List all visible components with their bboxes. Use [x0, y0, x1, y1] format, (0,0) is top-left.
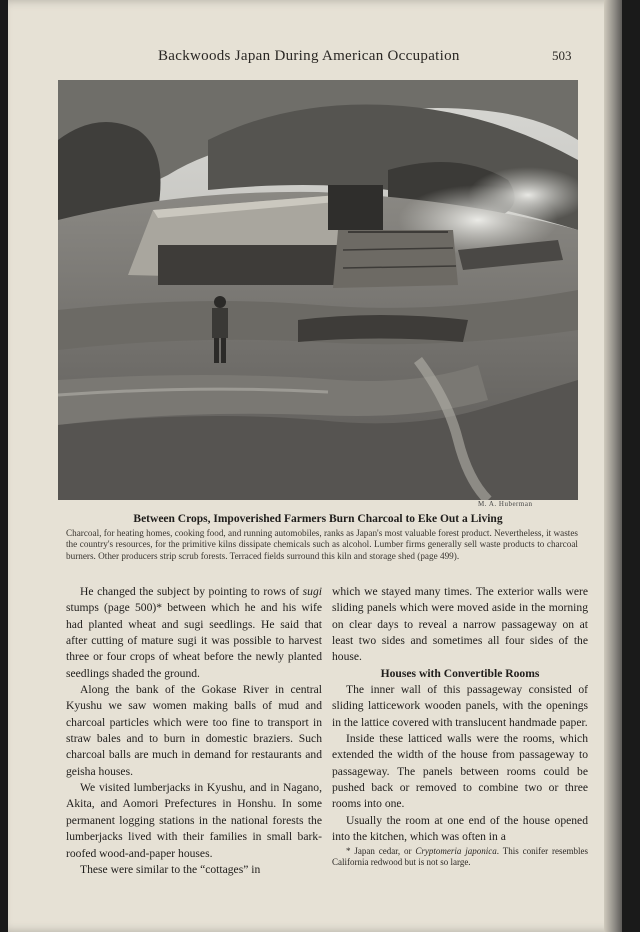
paragraph: He changed the subject by pointing to rows of sugi stumps (page 500)* between which he and his wife had planted wheat and sugi seedlings. He said that after cutting of mature sugi it was possible to harvest three or four crops of wheat before the newly planted seedlings shaded the ground.: [66, 585, 322, 680]
left-column: [66, 584, 322, 878]
paragraph: Inside these latticed walls were the rooms, which extended the width of the house from passageway to passageway. The panels between rooms could be pushed back or removed to combine two or three rooms into one.: [332, 732, 588, 811]
caption-title: Between Crops, Impoverished Farmers Burn Charcoal to Eke Out a Living: [133, 513, 503, 525]
magazine-page: [8, 0, 622, 932]
section-heading: Houses with Convertible Rooms: [380, 666, 540, 680]
footnote: * Japan cedar, or Cryptomeria japonica. This conifer resembles California redwood but is not so large.: [332, 845, 589, 867]
running-title: Backwoods Japan During American Occupation: [158, 48, 460, 64]
paragraph: We visited lumberjacks in Kyushu, and in Nagano, Akita, and Aomori Prefectures in Honshu. In some permanent logging stations in the national forests the lumberjacks lived with their families in small bark-roofed wood-and-paper houses.: [66, 781, 322, 860]
paragraph: These were similar to the “cottages” in: [80, 862, 261, 876]
right-column: [332, 584, 588, 869]
caption-body: Charcoal, for heating homes, cooking food, and running automobiles, ranks as Japan's most valuable forest product. Nevertheless, it wastes the country's resources, for the primitive kilns dissipate chemicals such as alcohol. Lumber firms generally sell waste products to charcoal burners. Other producers strip scrub forests. Terraced fields surround this kiln and storage shed (page 499).: [66, 528, 578, 561]
paragraph: Usually the room at one end of the house opened into the kitchen, which was often in a: [332, 813, 588, 844]
photo-credit: M. A. Huberman: [478, 500, 533, 508]
page-number: 503: [552, 48, 572, 63]
species-name: Cryptomeria japonica: [415, 845, 497, 856]
running-header: [8, 48, 622, 70]
charcoal-kiln-photo: [58, 80, 578, 500]
page-edge: [604, 0, 622, 932]
paragraph: which we stayed many times. The exterior walls were sliding panels which were moved aside in the morning on clear days to reveal a narrow passageway on at least two sides and sometimes all four sides of the house.: [332, 585, 588, 664]
sugi-term: sugi: [302, 585, 322, 598]
paragraph: Along the bank of the Gokase River in central Kyushu we saw women making balls of mud and charcoal particles which were too fine to transport in straw bales and to burn in domestic braziers. Such charcoal balls are much in demand for restaurants and geisha houses.: [66, 683, 322, 778]
paragraph: The inner wall of this passageway consisted of sliding latticework wooden panels, with the openings in the lattice covered with translucent handmade paper.: [332, 683, 588, 729]
